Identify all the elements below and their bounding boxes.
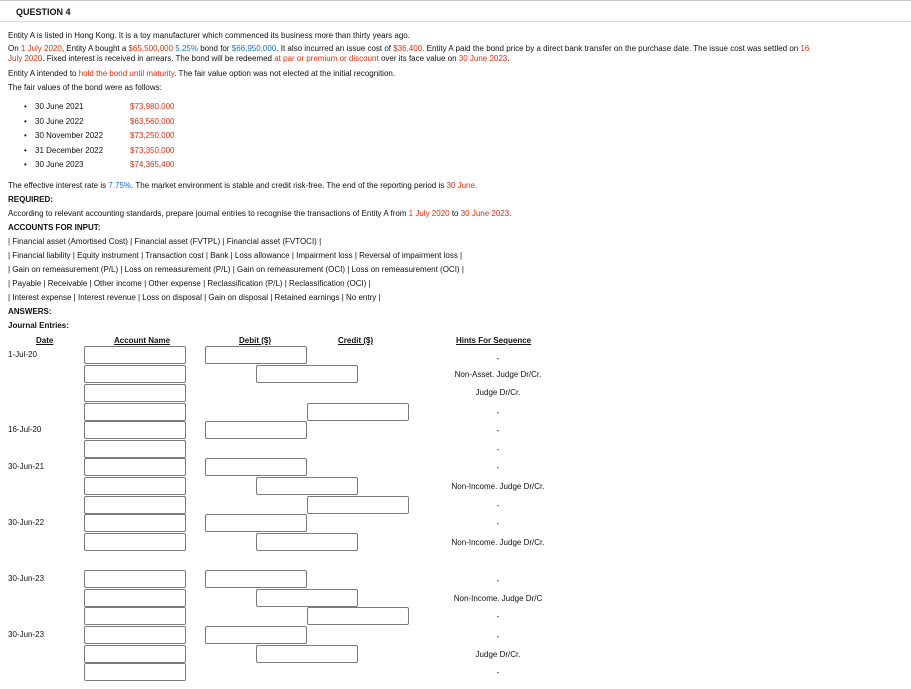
credit-input[interactable] bbox=[256, 477, 358, 495]
debit-input[interactable] bbox=[205, 626, 307, 644]
entry-date: 1-Jul-20 bbox=[8, 350, 37, 359]
answers-heading: ANSWERS: bbox=[8, 307, 52, 316]
sequence-hint: - bbox=[496, 668, 500, 677]
entry-date: 30-Jun-23 bbox=[8, 630, 45, 639]
accounts-line: | Gain on remeasurement (P/L) | Loss on remeasurement (P/L) | Gain on remeasurement (OCI) | Loss on remeasurement (OCI) | bbox=[8, 265, 464, 274]
accounts-heading: ACCOUNTS FOR INPUT: bbox=[8, 223, 101, 232]
credit-input[interactable] bbox=[256, 533, 358, 551]
coupon-rate: 5.25% bbox=[175, 44, 198, 53]
account-name-input[interactable] bbox=[84, 589, 186, 607]
sequence-hint: Judge Dr/Cr. bbox=[475, 650, 521, 659]
account-name-input[interactable] bbox=[84, 421, 186, 439]
sequence-hint: - bbox=[496, 426, 500, 435]
intent-paragraph: Entity A intended to hold the bond until maturity. The fair value option was not elected at the initial recognition. bbox=[8, 69, 396, 78]
reporting-period-end: 30 June bbox=[446, 181, 475, 190]
debit-input[interactable] bbox=[205, 514, 307, 532]
question-title: QUESTION 4 bbox=[0, 0, 911, 22]
account-name-input[interactable] bbox=[84, 458, 186, 476]
entry-date: 16-Jul-20 bbox=[8, 425, 42, 434]
account-name-input[interactable] bbox=[84, 440, 186, 458]
sequence-hint: - bbox=[496, 501, 500, 510]
maturity-date: 30 June 2023 bbox=[458, 54, 508, 63]
purchase-date: 1 July 2020 bbox=[20, 44, 62, 53]
sequence-hint: - bbox=[496, 519, 500, 528]
sequence-hint: - bbox=[496, 632, 500, 641]
sequence-hint: - bbox=[496, 445, 500, 454]
issue-cost: $36,400 bbox=[393, 44, 423, 53]
required-heading: REQUIRED: bbox=[8, 195, 53, 204]
account-name-input[interactable] bbox=[84, 570, 186, 588]
sequence-hint: - bbox=[496, 354, 500, 363]
required-text: According to relevant accounting standards, prepare journal entries to recognise the transactions of Entity A from 1 July 2020 to 30 June 2023. bbox=[8, 209, 512, 218]
sequence-hint: - bbox=[496, 612, 500, 621]
accounts-line: | Financial asset (Amortised Cost) | Financial asset (FVTPL) | Financial asset (FVTOCI) | bbox=[8, 237, 322, 246]
account-name-input[interactable] bbox=[84, 403, 186, 421]
sequence-hint: Judge Dr/Cr. bbox=[475, 388, 521, 397]
entry-date: 30-Jun-21 bbox=[8, 462, 45, 471]
account-name-input[interactable] bbox=[84, 645, 186, 663]
account-name-input[interactable] bbox=[84, 626, 186, 644]
account-name-input[interactable] bbox=[84, 533, 186, 551]
account-name-column-header: Account Name bbox=[114, 336, 171, 345]
credit-input[interactable] bbox=[307, 403, 409, 421]
account-name-input[interactable] bbox=[84, 496, 186, 514]
hints-column-header: Hints For Sequence bbox=[456, 336, 532, 345]
account-name-input[interactable] bbox=[84, 477, 186, 495]
sequence-hint: Non-Asset. Judge Dr/Cr. bbox=[454, 370, 542, 379]
effective-interest-rate: 7.75% bbox=[108, 181, 132, 190]
credit-input[interactable] bbox=[307, 496, 409, 514]
account-name-input[interactable] bbox=[84, 607, 186, 625]
face-value: $65,500,000 bbox=[128, 44, 174, 53]
redemption-terms: at par or premium or discount bbox=[274, 54, 379, 63]
accounts-line: | Interest expense | Interest revenue | Loss on disposal | Gain on disposal | Retained earnings | No entry | bbox=[8, 293, 381, 302]
accounts-line: | Financial liability | Equity instrument | Transaction cost | Bank | Loss allowance | Impairment loss | Reversal of impairment loss | bbox=[8, 251, 463, 260]
credit-input[interactable] bbox=[256, 589, 358, 607]
accounts-line: | Payable | Receivable | Other income | Other expense | Reclassification (P/L) | Reclassification (OCI) | bbox=[8, 279, 371, 288]
debit-input[interactable] bbox=[205, 570, 307, 588]
effective-interest-paragraph: The effective interest rate is 7.75%. The market environment is stable and credit risk-free. The end of the reporting period is 30 June. bbox=[8, 181, 478, 190]
business-intent: hold the bond until maturity bbox=[78, 69, 175, 78]
credit-column-header: Credit ($) bbox=[338, 336, 374, 345]
account-name-input[interactable] bbox=[84, 663, 186, 681]
bond-price: $66,950,000 bbox=[231, 44, 277, 53]
intro-text: Entity A is listed in Hong Kong. It is a toy manufacturer which commenced its business more than thirty years ago. bbox=[8, 31, 410, 40]
sequence-hint: Non-Income. Judge Dr/C bbox=[453, 594, 543, 603]
journal-entries-heading: Journal Entries: bbox=[8, 321, 69, 330]
date-column-header: Date bbox=[36, 336, 54, 345]
sequence-hint: Non-Income. Judge Dr/Cr. bbox=[451, 538, 545, 547]
sequence-hint: - bbox=[496, 576, 500, 585]
debit-input[interactable] bbox=[205, 346, 307, 364]
credit-input[interactable] bbox=[307, 607, 409, 625]
entry-date: 30-Jun-22 bbox=[8, 518, 45, 527]
debit-column-header: Debit ($) bbox=[239, 336, 271, 345]
sequence-hint: Non-Income. Judge Dr/Cr. bbox=[451, 482, 545, 491]
debit-input[interactable] bbox=[205, 421, 307, 439]
fair-values-intro: The fair values of the bond were as follows: bbox=[8, 83, 162, 92]
bond-details-paragraph: On 1 July 2020, Entity A bought a $65,500,000 5.25% bond for $66,950,000. It also incurred an issue cost of $36,400. Entity A paid the bond price by a direct bank transfer on the purchase date. The issue cost was settled on 16 July 2020. Fixed interest is received in arrears. The bond will be redeemed at par or premium or discount over its face value on 30 June 2023. bbox=[8, 44, 810, 63]
account-name-input[interactable] bbox=[84, 514, 186, 532]
account-name-input[interactable] bbox=[84, 384, 186, 402]
sequence-hint: - bbox=[496, 408, 500, 417]
entry-date: 30-Jun-23 bbox=[8, 574, 45, 583]
credit-input[interactable] bbox=[256, 365, 358, 383]
settlement-date: July 2020 bbox=[8, 54, 43, 63]
account-name-input[interactable] bbox=[84, 346, 186, 364]
debit-input[interactable] bbox=[205, 458, 307, 476]
sequence-hint: - bbox=[496, 463, 500, 472]
account-name-input[interactable] bbox=[84, 365, 186, 383]
credit-input[interactable] bbox=[256, 645, 358, 663]
